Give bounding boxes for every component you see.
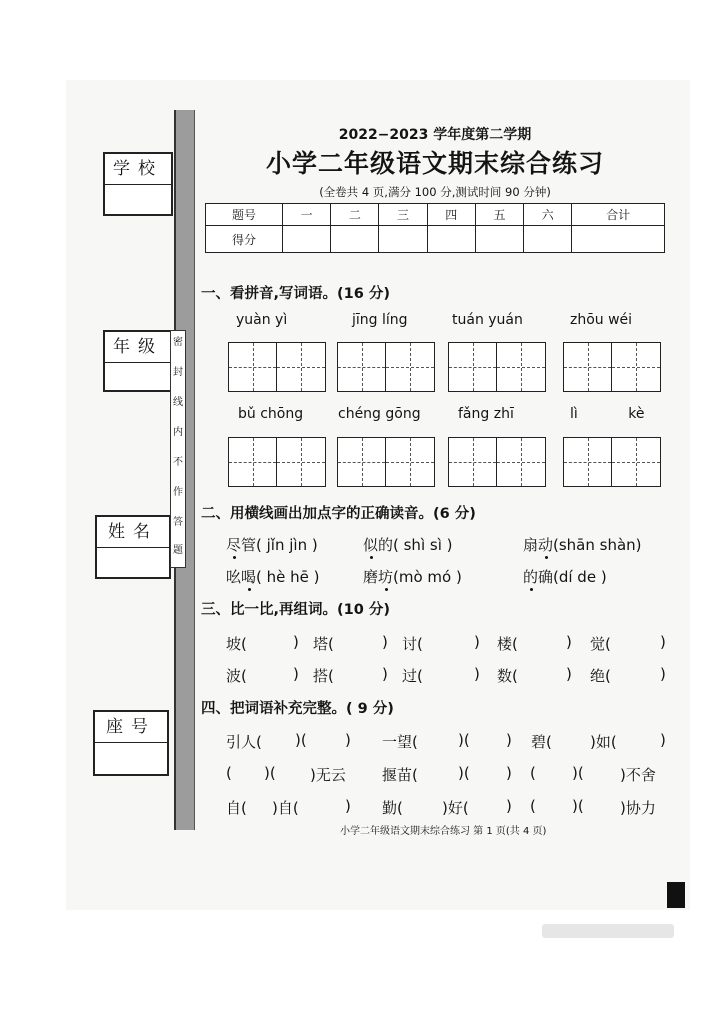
section3-heading: 三、比一比,再组词。(10 分) [201,602,390,618]
writing-grid[interactable] [563,342,661,392]
compare-item[interactable]: 坡( [226,635,247,653]
compare-item[interactable]: 楼( [497,635,518,653]
pinyin: tuán yuán [452,312,523,328]
compare-item[interactable]: 绝( [590,667,611,685]
fill-item[interactable]: )( [295,731,307,749]
fill-item[interactable]: )( [264,764,276,782]
exam-note: (全卷共 4 页,满分 100 分,测试时间 90 分钟) [319,185,551,199]
fill-item[interactable]: 自( [226,799,247,817]
watermark [542,924,674,938]
fill-item[interactable]: )( [458,764,470,782]
seat-label: 座号 [95,712,167,743]
pinyin: lì kè [570,406,645,422]
seal-char: 题 [173,545,183,556]
compare-bracket: ) [382,633,388,651]
pinyin: yuàn yì [236,312,288,328]
seat-box[interactable] [93,710,169,776]
score-table [205,203,665,253]
fill-item[interactable]: )( [458,731,470,749]
section4-heading: 四、把词语补充完整。( 9 分) [201,701,394,717]
fill-item[interactable]: ) [345,797,351,815]
seal-char: 密 [173,337,183,348]
reading-item[interactable]: 的确(dí de ) [523,568,607,586]
pinyin: bǔ chōng [238,406,304,422]
section1-heading: 一、看拼音,写词语。(16 分) [201,286,390,302]
compare-bracket: ) [660,665,666,683]
compare-item[interactable]: 觉( [590,635,611,653]
fill-item[interactable]: ( [530,764,536,782]
fill-item[interactable]: )好( [442,799,469,817]
name-box[interactable] [95,515,171,579]
school-label: 学校 [105,154,171,185]
seal-char: 作 [173,487,183,498]
score-row-label: 得分 [206,226,283,253]
fill-item[interactable]: 揠苗( [382,766,418,784]
writing-grid[interactable] [337,342,435,392]
seal-char: 不 [173,457,183,468]
score-header-cell: 四 [427,204,475,226]
score-cell[interactable] [475,226,523,253]
writing-grid[interactable] [337,437,435,487]
writing-grid[interactable] [228,342,326,392]
writing-grid[interactable] [563,437,661,487]
fill-item[interactable]: 碧( [531,733,552,751]
fill-item[interactable]: )不舍 [620,766,656,784]
score-cell[interactable] [572,226,665,253]
fill-item[interactable]: 一望( [382,733,418,751]
reading-item[interactable]: 吆喝( hè hē ) [226,568,320,586]
name-label: 姓名 [97,517,169,548]
compare-bracket: ) [474,633,480,651]
seal-char: 线 [173,397,183,408]
emphasis-dot [545,556,548,559]
score-cell[interactable] [524,226,572,253]
fill-item[interactable]: ) [506,764,512,782]
writing-grid[interactable] [228,437,326,487]
fill-item[interactable]: ) [660,731,666,749]
compare-bracket: ) [474,665,480,683]
emphasis-dot [385,588,388,591]
compare-bracket: ) [660,633,666,651]
exam-title: 小学二年级语文期末综合练习 [265,149,604,178]
score-header-cell: 合计 [572,204,665,226]
compare-bracket: ) [382,665,388,683]
seal-char: 封 [173,367,183,378]
seal-char: 答 [173,517,183,528]
fill-item[interactable]: )( [572,764,584,782]
reading-item[interactable]: 似的( shì sì ) [363,536,453,554]
compare-item[interactable]: 波( [226,667,247,685]
fill-item[interactable]: )自( [272,799,299,817]
emphasis-dot [530,588,533,591]
fill-item[interactable]: ( [530,797,536,815]
compare-item[interactable]: 数( [497,667,518,685]
score-cell[interactable] [283,226,331,253]
grade-box[interactable] [103,330,173,392]
compare-item[interactable]: 讨( [402,635,423,653]
fill-item[interactable]: ) [506,731,512,749]
score-header-cell: 三 [379,204,427,226]
grade-label: 年级 [105,332,171,363]
score-header-cell: 题号 [206,204,283,226]
score-cell[interactable] [331,226,379,253]
score-header-cell: 五 [475,204,523,226]
fill-item[interactable]: ) [345,731,351,749]
pinyin: jīng líng [352,312,408,328]
score-cell[interactable] [379,226,427,253]
writing-grid[interactable] [448,437,546,487]
seal-char: 内 [173,427,183,438]
emphasis-dot [233,556,236,559]
fill-item[interactable]: )( [572,797,584,815]
fill-item[interactable]: )无云 [310,766,346,784]
emphasis-dot [370,556,373,559]
page-footer: 小学二年级语文期末综合练习 第 1 页(共 4 页) [340,826,547,837]
compare-bracket: ) [566,665,572,683]
compare-bracket: ) [566,633,572,651]
compare-bracket: ) [293,665,299,683]
pinyin: chéng gōng [338,406,421,422]
fill-item[interactable]: ( [226,764,232,782]
school-box[interactable] [103,152,173,216]
fill-item[interactable]: )协力 [620,799,656,817]
compare-item[interactable]: 过( [402,667,423,685]
term-heading: 2022−2023 学年度第二学期 [338,127,532,143]
fill-item[interactable]: )如( [590,733,617,751]
score-cell[interactable] [427,226,475,253]
reading-item[interactable]: 磨坊(mò mó ) [363,568,462,586]
section2-heading: 二、用横线画出加点字的正确读音。(6 分) [201,506,476,522]
reading-item[interactable]: 扇动(shān shàn) [523,536,642,554]
score-header-cell: 六 [524,204,572,226]
score-header-cell: 二 [331,204,379,226]
compare-item[interactable]: 搭( [313,667,334,685]
scan-marker [667,882,685,908]
writing-grid[interactable] [448,342,546,392]
seal-line-box [170,330,186,568]
compare-bracket: ) [293,633,299,651]
fill-item[interactable]: 勤( [382,799,403,817]
score-header-cell: 一 [283,204,331,226]
fill-item[interactable]: ) [506,797,512,815]
pinyin: zhōu wéi [570,312,633,328]
emphasis-dot [248,588,251,591]
fill-item[interactable]: 引人( [226,733,262,751]
pinyin: fǎng zhī [458,406,514,422]
reading-item[interactable]: 尽管( jǐn jìn ) [226,536,318,554]
compare-item[interactable]: 塔( [313,635,334,653]
